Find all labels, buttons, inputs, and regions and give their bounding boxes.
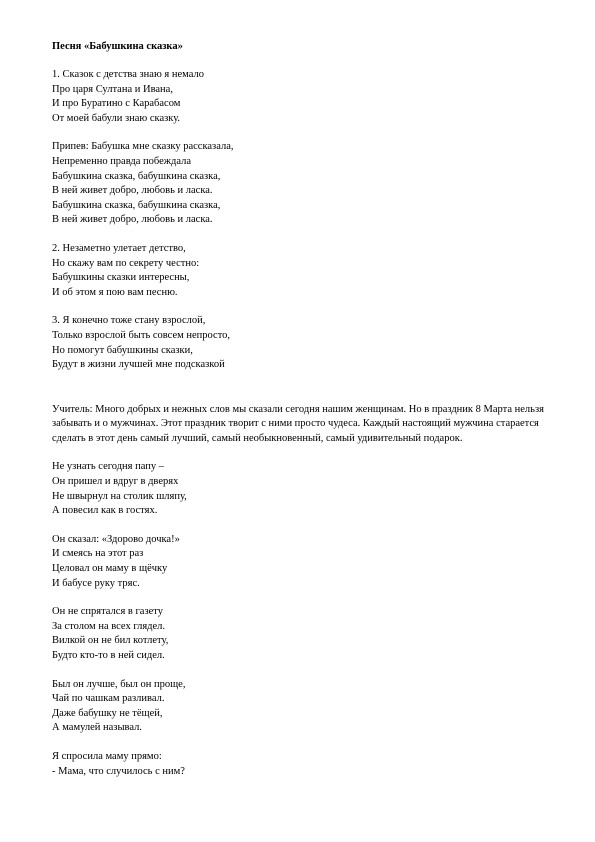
poem-line: За столом на всех глядел. <box>52 620 166 632</box>
poem-stanza-3 <box>52 605 552 663</box>
poem-line: Я спросила маму прямо: <box>52 750 162 762</box>
verse-line: Но помогут бабушкины сказки, <box>52 344 193 356</box>
song-verse-3 <box>52 314 552 372</box>
verse-line: Про царя Султана и Ивана, <box>52 83 173 95</box>
song-title: Песня «Бабушкина сказка» <box>52 41 183 52</box>
song-chorus <box>52 140 552 228</box>
poem-line: А мамулей называл. <box>52 722 142 734</box>
poem-line: - Мама, что случилось с ним? <box>52 765 185 777</box>
verse-line: 2. Незаметно улетает детство, <box>52 242 186 254</box>
poem-stanza-4 <box>52 678 552 736</box>
poem-line: Он пришел и вдруг в дверях <box>52 476 179 488</box>
poem-line: Вилкой он не бил котлету, <box>52 635 169 647</box>
chorus-line: Непременно правда побеждала <box>52 155 192 167</box>
verse-line: И про Буратино с Карабасом <box>52 98 181 110</box>
song-verse-2 <box>52 242 552 300</box>
section-spacer <box>52 387 552 403</box>
chorus-line: Бабушкина сказка, бабушкина сказка, <box>52 199 221 211</box>
poem-line: Не швырнул на столик шляпу, <box>52 490 187 502</box>
poem-line: Целовал он маму в щёчку <box>52 563 168 575</box>
poem-line: Был он лучше, был он проще, <box>52 678 186 690</box>
verse-line: От моей бабули знаю сказку. <box>52 112 181 124</box>
song-verse-1 <box>52 68 552 126</box>
chorus-line: В ней живет добро, любовь и ласка. <box>52 185 213 197</box>
poem-line: Даже бабушку не тёщей, <box>52 707 163 719</box>
poem-line: Не узнать сегодня папу – <box>52 461 165 473</box>
poem-line: Чай по чашкам разливал. <box>52 693 165 705</box>
poem-line: Он не спрятался в газету <box>52 606 163 618</box>
poem-line: А повесил как в гостях. <box>52 505 158 517</box>
verse-line: 3. Я конечно тоже стану взрослой, <box>52 315 206 327</box>
poem-stanza-5 <box>52 750 552 779</box>
verse-line: 1. Сказок с детства знаю я немало <box>52 69 204 80</box>
poem-line: Он сказал: «Здорово дочка!» <box>52 533 180 545</box>
poem-stanza-1 <box>52 460 552 518</box>
verse-line: Будут в жизни лучшей мне подсказкой <box>52 359 225 371</box>
poem-line: Будто кто-то в ней сидел. <box>52 650 165 661</box>
chorus-line: В ней живет добро, любовь и ласка. <box>52 214 213 226</box>
teacher-paragraph: Учитель: Много добрых и нежных слов мы сказали сегодня нашим женщинам. Но в праздник 8 Марта нельзя забывать и о мужчинах. Этот праздник творит с ними просто чудеса. Каждый настоящий мужчина старается сделать в этот день самый лучший, самый необыкновенный, самый удивительный подарок. <box>52 403 544 444</box>
verse-line: И об этом я пою вам песню. <box>52 286 178 298</box>
poem-line: И смеясь на этот раз <box>52 548 144 560</box>
verse-line: Бабушкины сказки интересны, <box>52 272 190 284</box>
verse-line: Но скажу вам по секрету честно: <box>52 257 200 269</box>
chorus-line: Бабушкина сказка, бабушкина сказка, <box>52 170 221 182</box>
verse-line: Только взрослой быть совсем непросто, <box>52 329 231 341</box>
poem-line: И бабусе руку тряс. <box>52 577 140 589</box>
poem-stanza-2 <box>52 533 552 591</box>
document-page <box>52 40 552 793</box>
chorus-line: Припев: Бабушка мне сказку рассказала, <box>52 141 234 153</box>
